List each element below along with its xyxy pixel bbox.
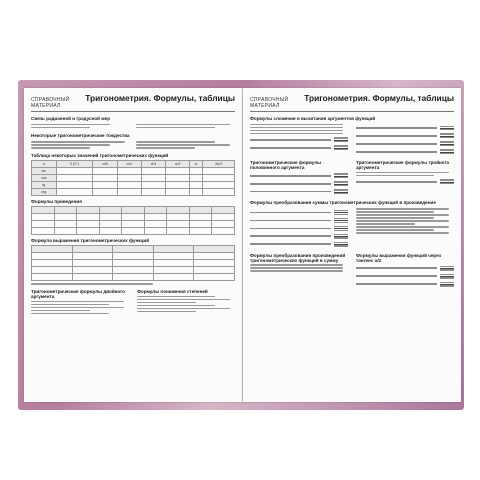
left-section-1: Некоторые тригонометрические тождества xyxy=(31,133,130,139)
right-section-5: Формулы выражения функций через тангенс α/2 xyxy=(356,252,442,263)
left-header-label: СПРАВОЧНЫЙ МАТЕРИАЛ xyxy=(31,97,70,109)
right-header xyxy=(250,93,454,112)
values-table: α 0 (0°) π/6 π/4 π/3 π/2 π 3π/2 sin cos tg ctg xyxy=(31,160,235,196)
right-section-4: Формулы преобразования произведений тригонометрических функций в сумму xyxy=(250,252,346,263)
left-header-title: Тригонометрия. Формулы, таблицы xyxy=(85,93,235,103)
right-section-2: Тригонометрические формулы тройного аргумента xyxy=(356,160,450,171)
reduction-table xyxy=(31,206,235,235)
right-page xyxy=(243,88,461,402)
left-section-0: Связь радианной и градусной мер xyxy=(31,116,111,121)
right-section-3: Формулы преобразования суммы тригонометрических функций в произведение xyxy=(250,200,436,206)
right-header-label: СПРАВОЧНЫЙ МАТЕРИАЛ xyxy=(250,97,289,109)
right-section-1: Тригонометрические формулы половинного аргумента xyxy=(250,160,322,171)
expression-table xyxy=(31,245,235,281)
left-section-4: Формула выражения тригонометрических функций xyxy=(31,238,150,244)
left-section-6: Формулы понижения степеней xyxy=(137,289,208,295)
left-section-3: Формулы приведения xyxy=(31,199,82,205)
left-header xyxy=(31,93,235,112)
right-header-title: Тригонометрия. Формулы, таблицы xyxy=(304,93,454,103)
left-section-5: Тригонометрические формулы двойного аргумента xyxy=(31,289,125,300)
right-section-0: Формулы сложения и вычитания аргументов функций xyxy=(250,116,376,121)
left-section-2: Таблица некоторых значений тригонометрических функций xyxy=(31,153,169,159)
left-page xyxy=(24,88,242,402)
